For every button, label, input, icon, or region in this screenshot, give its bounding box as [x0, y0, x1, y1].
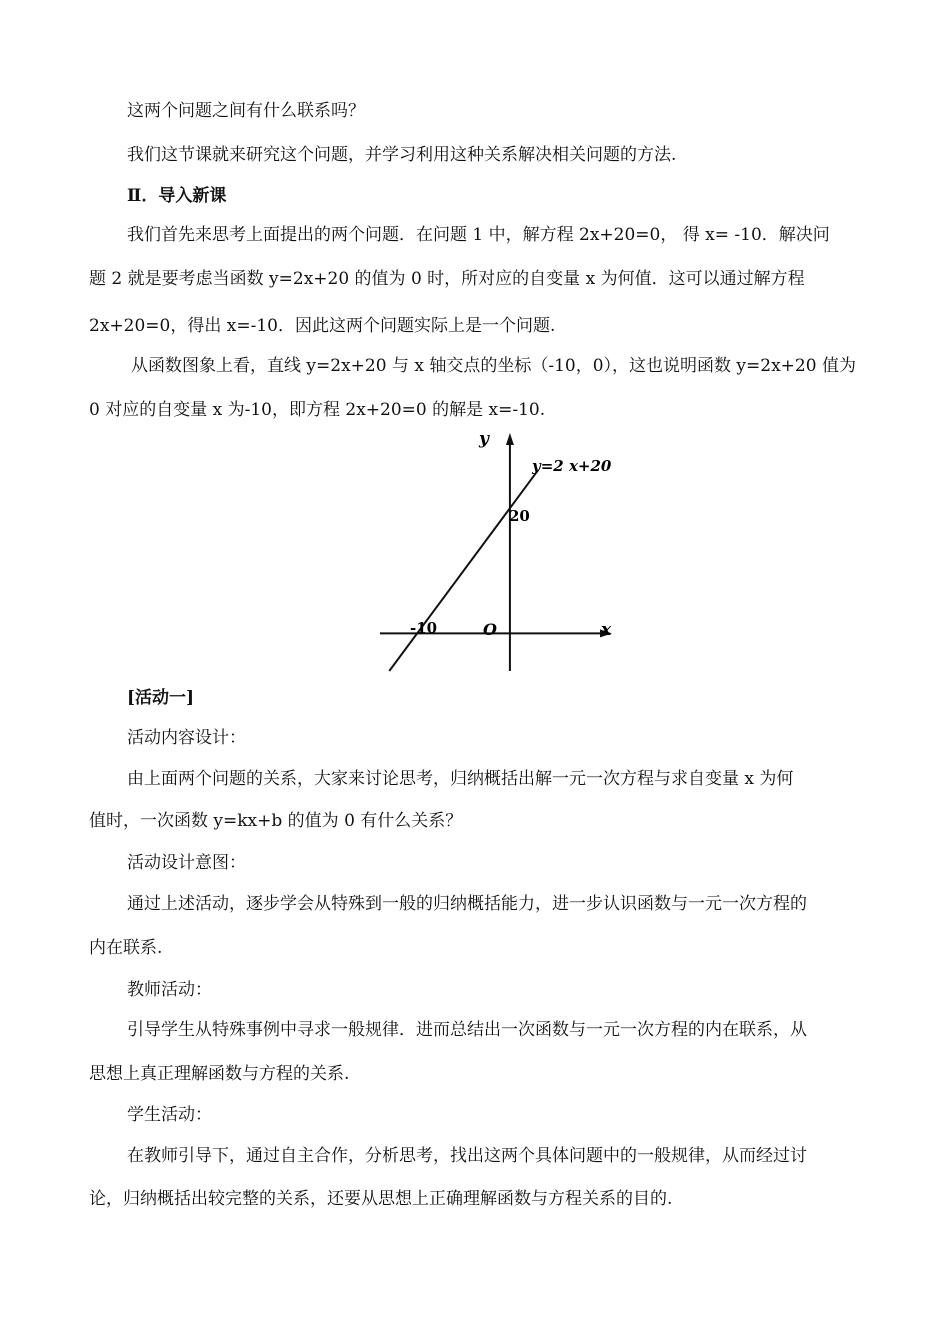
x-axis-label: x: [601, 620, 612, 640]
function-graph-figure: [370, 425, 620, 680]
teacher-activity-heading: 教师活动：: [127, 980, 212, 1000]
section-heading-new-lesson: Ⅱ．导入新课: [127, 186, 227, 206]
activity-content-line-2: 值时，一次函数 y=kx+b 的值为 0 有什么关系？: [89, 811, 463, 831]
design-intent-line-2: 内在联系.: [89, 938, 163, 958]
design-intent-heading: 活动设计意图：: [127, 853, 246, 873]
y-axis-arrow: [506, 433, 514, 445]
paragraph-lesson-goal: 我们这节课就来研究这个问题，并学习利用这种关系解决相关问题的方法.: [127, 145, 677, 165]
y-axis-label: y: [479, 429, 489, 449]
paragraph-graph-line-1: 从函数图象上看，直线 y=2x+20 与 x 轴交点的坐标（-10，0），这也说明函数 y=2x+20 值为: [131, 356, 856, 376]
line-equation-label: y=2 x+20: [532, 457, 612, 475]
student-activity-line-1: 在教师引导下，通过自主合作，分析思考，找出这两个具体问题中的一般规律，从而经过讨: [127, 1146, 807, 1166]
y-intercept-label: 20: [509, 507, 530, 525]
paragraph-analysis-line-2: 题 2 就是要考虑当函数 y=2x+20 的值为 0 时，所对应的自变量 x 为何值．这可以通过解方程: [89, 269, 805, 289]
x-intercept-label: -10: [410, 619, 438, 637]
paragraph-analysis-line-3: 2x+20=0，得出 x=-10．因此这两个问题实际上是一个问题.: [89, 316, 556, 336]
activity-content-line-1: 由上面两个问题的关系，大家来讨论思考，归纳概括出解一元一次方程与求自变量 x 为何: [127, 769, 794, 789]
paragraph-graph-line-2: 0 对应的自变量 x 为-10，即方程 2x+20=0 的解是 x=-10.: [89, 400, 546, 420]
teacher-activity-line-2: 思想上真正理解函数与方程的关系.: [89, 1064, 350, 1084]
paragraph-analysis-line-1: 我们首先来思考上面提出的两个问题．在问题 1 中，解方程 2x+20=0， 得 x= -10．解决问: [127, 225, 830, 245]
paragraph-question-relation: 这两个问题之间有什么联系吗？: [127, 101, 365, 121]
design-intent-line-1: 通过上述活动，逐步学会从特殊到一般的归纳概括能力，进一步认识函数与一元一次方程的: [127, 894, 807, 914]
activity-content-heading: 活动内容设计：: [127, 728, 246, 748]
student-activity-line-2: 论，归纳概括出较完整的关系，还要从思想上正确理解函数与方程关系的目的.: [89, 1189, 673, 1209]
function-graph: [370, 425, 620, 680]
teacher-activity-line-1: 引导学生从特殊事例中寻求一般规律．进而总结出一次函数与一元一次方程的内在联系，从: [127, 1020, 807, 1040]
series-line-y-2x-20: [389, 471, 537, 671]
origin-label: O: [483, 620, 497, 639]
activity-one-heading: [活动一]: [127, 688, 195, 708]
student-activity-heading: 学生活动：: [127, 1105, 212, 1125]
